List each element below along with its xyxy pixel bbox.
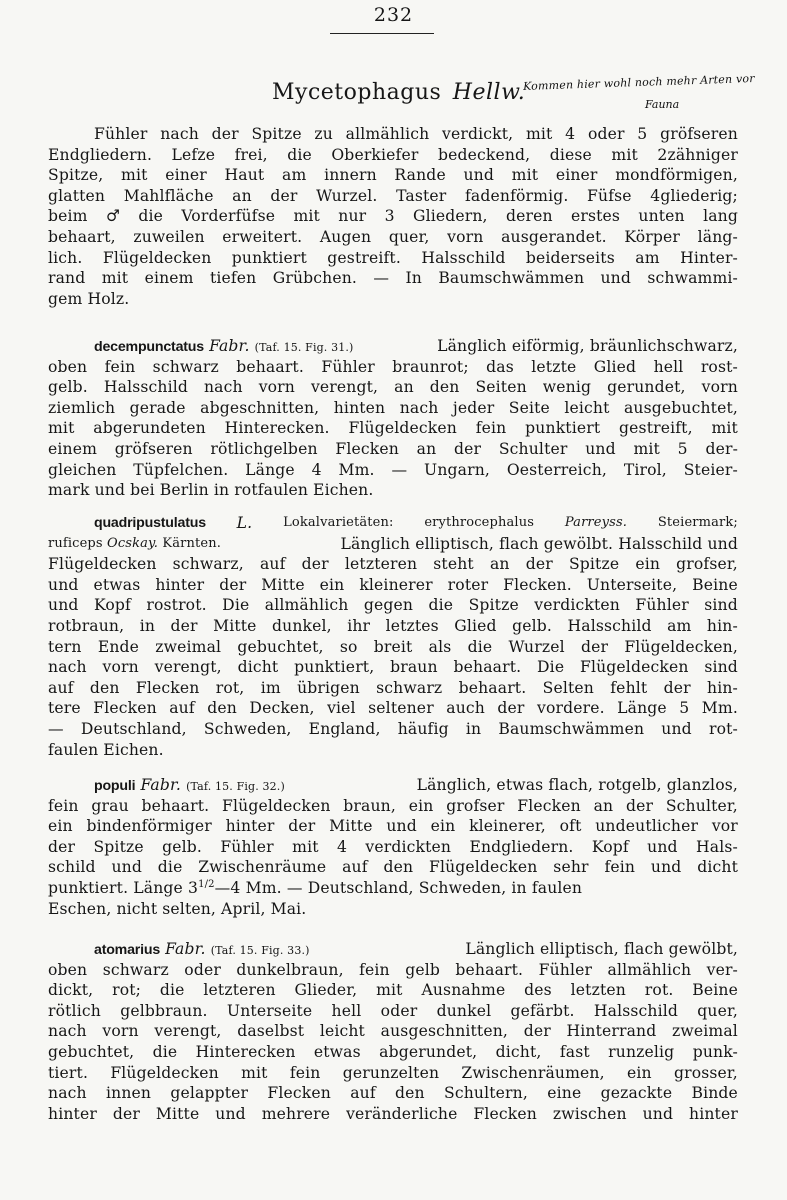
- text-line: gelb. Halsschild nach vorn verengt, an den Seiten wenig gerundet, vorn: [48, 378, 738, 397]
- species-decempunctatus: [48, 336, 738, 501]
- species-author: Fabr.: [140, 776, 181, 794]
- variety-name: ruficeps: [48, 535, 103, 551]
- text-line: einem gröfseren rötlichgelben Flecken an der Schulter und mit 5 der-: [48, 439, 738, 458]
- species-header-line: [48, 513, 738, 534]
- species-header-line: [48, 775, 738, 796]
- page-number: 232: [373, 4, 414, 26]
- species-header-line: [48, 939, 738, 960]
- handwritten-note-line-1: Kommen hier wohl noch mehr Arten vor: [522, 71, 755, 94]
- text-line: tiert. Flügeldecken mit fein gerunzelten Zwischenräumen, ein grosser,: [48, 1063, 738, 1082]
- text-line: rand mit einem tiefen Grübchen. — In Baumschwämmen und schwammi-: [48, 269, 738, 288]
- text-line: rotbraun, in der Mitte dunkel, ihr letztes Glied gelb. Halsschild am hin-: [48, 616, 738, 635]
- text-fragment: —4 Mm. — Deutschland, Schweden, in faulen: [214, 878, 583, 897]
- text-line: gleichen Tüpfelchen. Länge 4 Mm. — Ungarn, Oesterreich, Tirol, Steier-: [48, 460, 738, 479]
- species-atomarius: [48, 939, 738, 1124]
- text-fragment: Länglich elliptisch, flach gewölbt. Halsschild und: [340, 534, 738, 553]
- species-header-line: [48, 336, 738, 357]
- text-line: mark und bei Berlin in rotfaulen Eichen.: [48, 481, 374, 500]
- text-fragment: punktiert. Länge 3: [48, 878, 199, 897]
- plate-reference: (Taf. 15. Fig. 33.): [210, 944, 310, 957]
- variety-locality: Kärnten.: [162, 535, 222, 551]
- text-line: [48, 878, 738, 899]
- text-line: Länglich, etwas flach, rotgelb, glanzlos,: [416, 776, 738, 794]
- species-name: populi: [94, 778, 136, 794]
- variety-author: Ocskay.: [107, 535, 159, 551]
- text-line: und etwas hinter der Mitte ein kleinerer roter Flecken. Unterseite, Beine: [48, 575, 738, 594]
- plate-reference: (Taf. 15. Fig. 32.): [186, 780, 285, 793]
- text-line: [48, 534, 738, 555]
- text-line: Flügeldecken schwarz, auf der letzteren steht an der Spitze ein grofser,: [48, 555, 738, 574]
- genus-name: Mycetophagus: [272, 80, 442, 105]
- text-line: nach innen gelappter Flecken auf den Schultern, eine gezackte Binde: [48, 1084, 738, 1103]
- text-line: dickt, rot; die letzteren Glieder, mit Ausnahme des letzten rot. Beine: [48, 981, 738, 1000]
- text-line: lich. Flügeldecken punktiert gestreift. Halsschild beiderseits am Hinter-: [48, 248, 738, 267]
- species-name: quadripustulatus: [94, 515, 206, 531]
- text-line: Länglich elliptisch, flach gewölbt,: [465, 940, 738, 958]
- genus-heading: [272, 80, 525, 105]
- text-line: oben fein schwarz behaart. Fühler braunrot; das letzte Glied hell rost-: [48, 357, 738, 376]
- text-line: glatten Mahlfläche an der Wurzel. Taster fadenförmig. Füfse 4gliederig;: [48, 186, 738, 205]
- species-author: Fabr.: [209, 337, 250, 355]
- species-quadripustulatus: [48, 513, 738, 760]
- text-line: beim ♂ die Vorderfüfse mit nur 3 Gliedern, deren erstes unten lang: [48, 207, 738, 226]
- text-line: Spitze, mit einer Haut am innern Rande und mit einer mondförmigen,: [48, 166, 738, 185]
- variety-label: Lokalvarietäten:: [283, 515, 394, 530]
- text-line: ein bindenförmiger hinter der Mitte und ein kleinerer, oft undeutlicher vor: [48, 817, 738, 836]
- text-line: tere Flecken auf den Decken, viel seltener auch der vordere. Länge 5 Mm.: [48, 699, 738, 718]
- text-line: behaart, zuweilen erweitert. Augen quer, vorn ausgerandet. Körper läng-: [48, 227, 738, 246]
- genus-author: Hellw.: [452, 80, 526, 105]
- handwritten-note-line-2: Fauna: [645, 98, 680, 111]
- text-line: — Deutschland, Schweden, England, häufig in Baumschwämmen und rot-: [48, 719, 738, 738]
- text-line: rötlich gelbbraun. Unterseite hell oder dunkel gefärbt. Halsschild quer,: [48, 1001, 738, 1020]
- species-populi: [48, 775, 738, 919]
- species-name: atomarius: [94, 942, 161, 958]
- text-line: ziemlich gerade abgeschnitten, hinten nach jeder Seite leicht ausgebuchtet,: [48, 398, 738, 417]
- variety-name: erythrocephalus: [424, 515, 535, 530]
- text-line: auf den Flecken rot, im übrigen schwarz behaart. Selten fehlt der hin-: [48, 678, 738, 697]
- genus-description: [48, 124, 738, 309]
- text-line: gebuchtet, die Hinterecken etwas abgerundet, dicht, fast runzelig punk-: [48, 1042, 738, 1061]
- header-rule: [330, 33, 434, 34]
- text-line: fein grau behaart. Flügeldecken braun, ein grofser Flecken an der Schulter,: [48, 796, 738, 815]
- variety-author: Parreyss.: [564, 515, 628, 530]
- text-line: hinter der Mitte und mehrere veränderliche Flecken zwischen und hinter: [48, 1104, 738, 1123]
- text-line: Länglich eiförmig, bräunlichschwarz,: [437, 337, 738, 355]
- fraction: 1/2: [198, 878, 215, 890]
- text-line: Eschen, nicht selten, April, Mai.: [48, 899, 307, 918]
- text-line: schild und die Zwischenräume auf den Flügeldecken sehr fein und dicht: [48, 858, 738, 877]
- text-line: faulen Eichen.: [48, 740, 164, 759]
- species-author: L.: [236, 514, 253, 532]
- text-line: nach vorn verengt, daselbst leicht ausgeschnitten, der Hinterrand zweimal: [48, 1022, 738, 1041]
- handwritten-annotation: [523, 72, 783, 118]
- text-line: Fühler nach der Spitze zu allmählich verdickt, mit 4 oder 5 gröfseren: [94, 125, 738, 143]
- text-line: der Spitze gelb. Fühler mit 4 verdickten Endgliedern. Kopf und Hals-: [48, 837, 738, 856]
- text-line: und Kopf rostrot. Die allmählich gegen die Spitze verdickten Fühler sind: [48, 596, 738, 615]
- text-line: tern Ende zweimal gebuchtet, so breit als die Wurzel der Flügeldecken,: [48, 637, 738, 656]
- plate-reference: (Taf. 15. Fig. 31.): [254, 341, 354, 354]
- variety-locality: Steiermark;: [657, 515, 738, 530]
- text-line: Endgliedern. Lefze frei, die Oberkiefer bedeckend, diese mit 2zähniger: [48, 145, 738, 164]
- species-author: Fabr.: [165, 940, 206, 958]
- species-name: decempunctatus: [94, 339, 204, 355]
- text-line: oben schwarz oder dunkelbraun, fein gelb behaart. Fühler allmählich ver-: [48, 960, 738, 979]
- text-line: gem Holz.: [48, 289, 130, 308]
- text-line: mit abgerundeten Hinterecken. Flügeldecken fein punktiert gestreift, mit: [48, 419, 738, 438]
- text-line: nach vorn verengt, dicht punktiert, braun behaart. Die Flügeldecken sind: [48, 658, 738, 677]
